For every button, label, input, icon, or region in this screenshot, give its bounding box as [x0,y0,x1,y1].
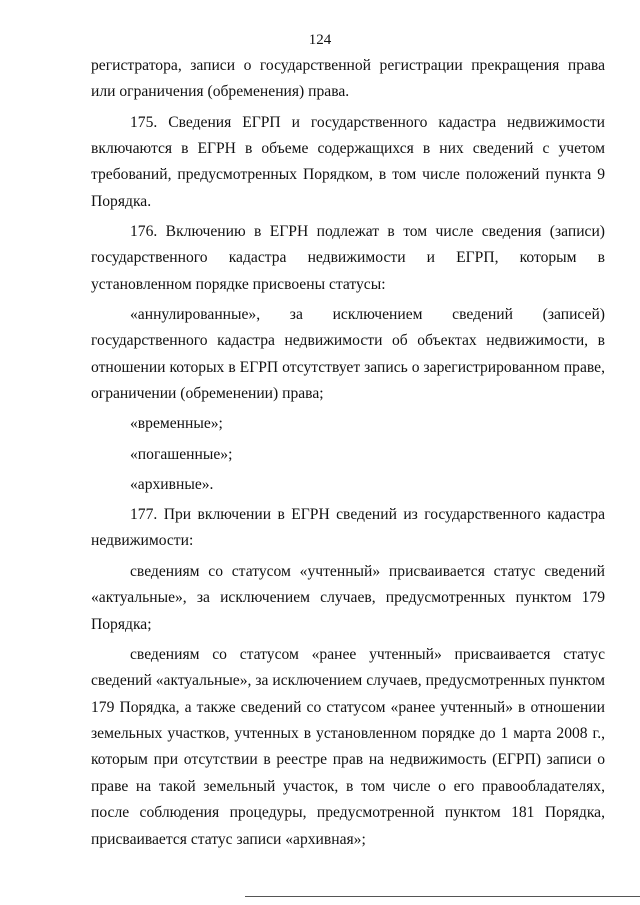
paragraph-status-archived: «архивные». [130,475,214,493]
paragraph-status-registered: сведениям со статусом «учтенный» присваивается статус сведений «актуальные», за исключением случаев, предусмотренных пунктом 179 Порядка; [91,562,605,633]
paragraph-status-redeemed: «погашенные»; [130,445,233,463]
paragraph-status-temporary: «временные»; [130,415,223,433]
paragraph-177: 177. При включении в ЕГРН сведений из государственного кадастра недвижимости: [91,506,605,550]
paragraph-175: 175. Сведения ЕГРП и государственного кадастра недвижимости включаются в ЕГРН в объеме содержащихся в них сведений с учетом требований, предусмотренных Порядком, в том числе положений пункта 9 Порядка. [91,113,605,210]
page-number: 124 [308,32,332,48]
paragraph: регистратора, записи о государственной регистрации прекращения права или ограничения (обременения) права. [91,57,605,101]
paragraph-status-previously-registered: сведениям со статусом «ранее учтенный» присваивается статус сведений «актуальные», за исключением случаев, предусмотренных пунктом 179 Порядка, а также сведений со статусом «ранее учтенный» в отношении земельных участков, учтенных в установленном порядке до 1 марта 2008 г., которым при отсутствии в реестре прав на недвижимость (ЕГРП) записи о праве на такой земельный участок, в том числе о его правообладателях, после соблюдения процедуры, предусмотренной пунктом 181 Порядка, присваивается статус записи «архивная»; [91,645,605,848]
paragraph-status-annulled: «аннулированные», за исключением сведений (записей) государственного кадастра недвижимости об объектах недвижимости, в отношении которых в ЕГРП отсутствует запись о зарегистрированном праве, ограничении (обременении) права; [91,306,605,403]
paragraph-176: 176. Включению в ЕГРН подлежат в том числе сведения (записи) государственного кадастра недвижимости и ЕГРП, которым в установленном порядке присвоены статусы: [91,223,605,293]
scan-edge-line [245,896,640,897]
document-body [91,53,605,857]
